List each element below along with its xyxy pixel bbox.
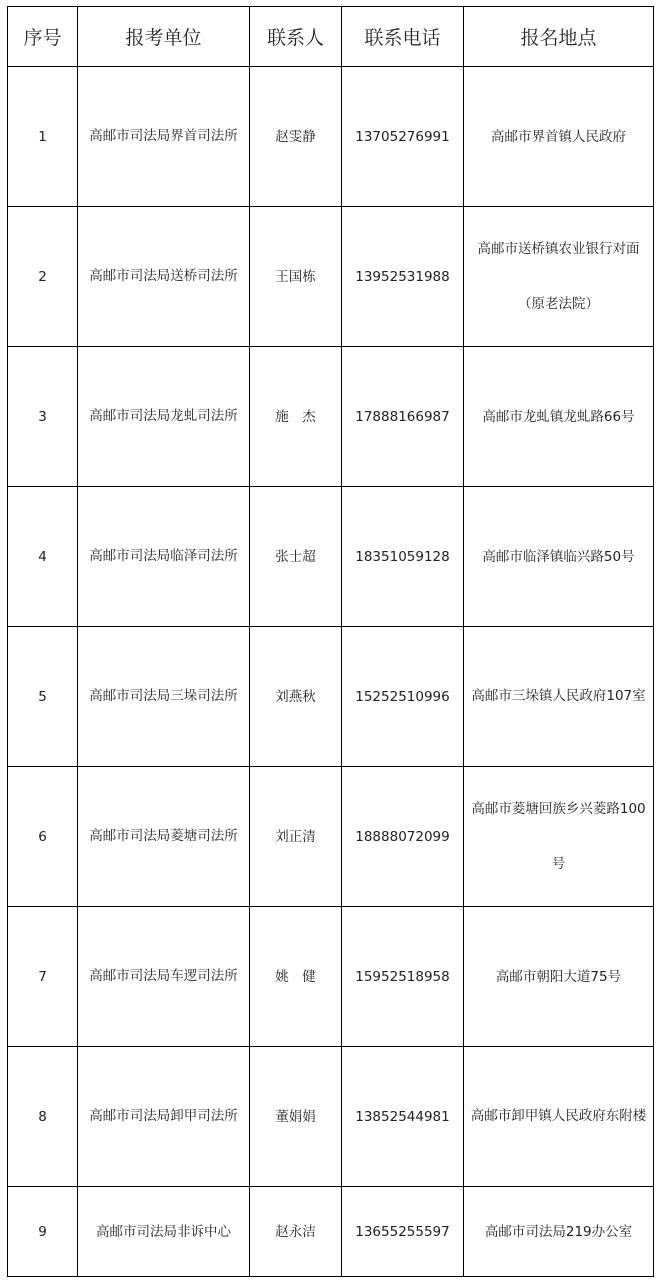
table-row [8, 67, 654, 207]
table-row [8, 1047, 654, 1187]
table-row [8, 487, 654, 627]
table-row [8, 767, 654, 907]
cell-place: 高邮市卸甲镇人民政府东附楼 [470, 1108, 647, 1124]
cell-place: 高邮市送桥镇农业银行对面（原老法院） [477, 240, 640, 312]
cell-unit: 高邮市司法局龙虬司法所 [89, 408, 238, 424]
table-row [8, 907, 654, 1047]
cell-no: 7 [8, 907, 78, 1047]
cell-unit: 高邮市司法局临泽司法所 [89, 548, 238, 564]
table-row [8, 207, 654, 347]
header-no: 序号 [8, 7, 78, 67]
cell-contact: 施 杰 [250, 347, 342, 487]
cell-phone: 17888166987 [342, 347, 464, 487]
cell-phone: 13655255597 [342, 1187, 464, 1277]
cell-contact: 刘正清 [250, 767, 342, 907]
cell-place-wrap [464, 627, 654, 767]
cell-unit: 高邮市司法局界首司法所 [89, 128, 238, 144]
cell-contact: 王国栋 [250, 207, 342, 347]
cell-unit: 高邮市司法局三垛司法所 [89, 688, 238, 704]
cell-unit: 高邮市司法局车逻司法所 [89, 968, 238, 984]
cell-unit-wrap [78, 67, 250, 207]
cell-unit-wrap [78, 487, 250, 627]
cell-unit-wrap [78, 1047, 250, 1187]
header-phone: 联系电话 [342, 7, 464, 67]
cell-place-wrap [464, 207, 654, 347]
cell-contact: 赵雯静 [250, 67, 342, 207]
table-row [8, 1187, 654, 1277]
cell-no: 9 [8, 1187, 78, 1277]
cell-phone: 13705276991 [342, 67, 464, 207]
cell-unit: 高邮市司法局菱塘司法所 [89, 828, 238, 844]
cell-phone: 13852544981 [342, 1047, 464, 1187]
cell-no: 6 [8, 767, 78, 907]
cell-place-wrap [464, 767, 654, 907]
cell-unit-wrap [78, 627, 250, 767]
cell-contact: 赵永洁 [250, 1187, 342, 1277]
cell-no: 8 [8, 1047, 78, 1187]
cell-phone: 18351059128 [342, 487, 464, 627]
cell-phone: 18888072099 [342, 767, 464, 907]
cell-place: 高邮市司法局219办公室 [464, 1187, 654, 1277]
cell-place: 高邮市朝阳大道75号 [464, 907, 654, 1047]
cell-place: 高邮市菱塘回族乡兴菱路100号 [471, 800, 646, 872]
table-row [8, 347, 654, 487]
cell-no: 5 [8, 627, 78, 767]
cell-no: 1 [8, 67, 78, 207]
cell-unit-wrap [78, 767, 250, 907]
cell-unit-wrap [78, 347, 250, 487]
table-row [8, 627, 654, 767]
cell-place: 高邮市临泽镇临兴路50号 [464, 487, 654, 627]
cell-phone: 15952518958 [342, 907, 464, 1047]
cell-place: 高邮市三垛镇人民政府107室 [471, 688, 646, 704]
cell-contact: 张士超 [250, 487, 342, 627]
cell-unit: 高邮市司法局送桥司法所 [89, 268, 238, 284]
header-unit: 报考单位 [78, 7, 250, 67]
cell-no: 3 [8, 347, 78, 487]
registration-table [7, 6, 654, 1277]
cell-no: 2 [8, 207, 78, 347]
cell-no: 4 [8, 487, 78, 627]
cell-place-wrap [464, 1047, 654, 1187]
cell-contact: 董娟娟 [250, 1047, 342, 1187]
cell-unit: 高邮市司法局卸甲司法所 [89, 1108, 238, 1124]
cell-contact: 姚 健 [250, 907, 342, 1047]
cell-unit-wrap [78, 207, 250, 347]
header-contact: 联系人 [250, 7, 342, 67]
cell-unit-wrap [78, 907, 250, 1047]
header-place: 报名地点 [464, 7, 654, 67]
cell-place: 高邮市龙虬镇龙虬路66号 [464, 347, 654, 487]
cell-phone: 15252510996 [342, 627, 464, 767]
header-row [8, 7, 654, 67]
cell-phone: 13952531988 [342, 207, 464, 347]
cell-contact: 刘燕秋 [250, 627, 342, 767]
cell-unit: 高邮市司法局非诉中心 [78, 1187, 250, 1277]
cell-place: 高邮市界首镇人民政府 [464, 67, 654, 207]
